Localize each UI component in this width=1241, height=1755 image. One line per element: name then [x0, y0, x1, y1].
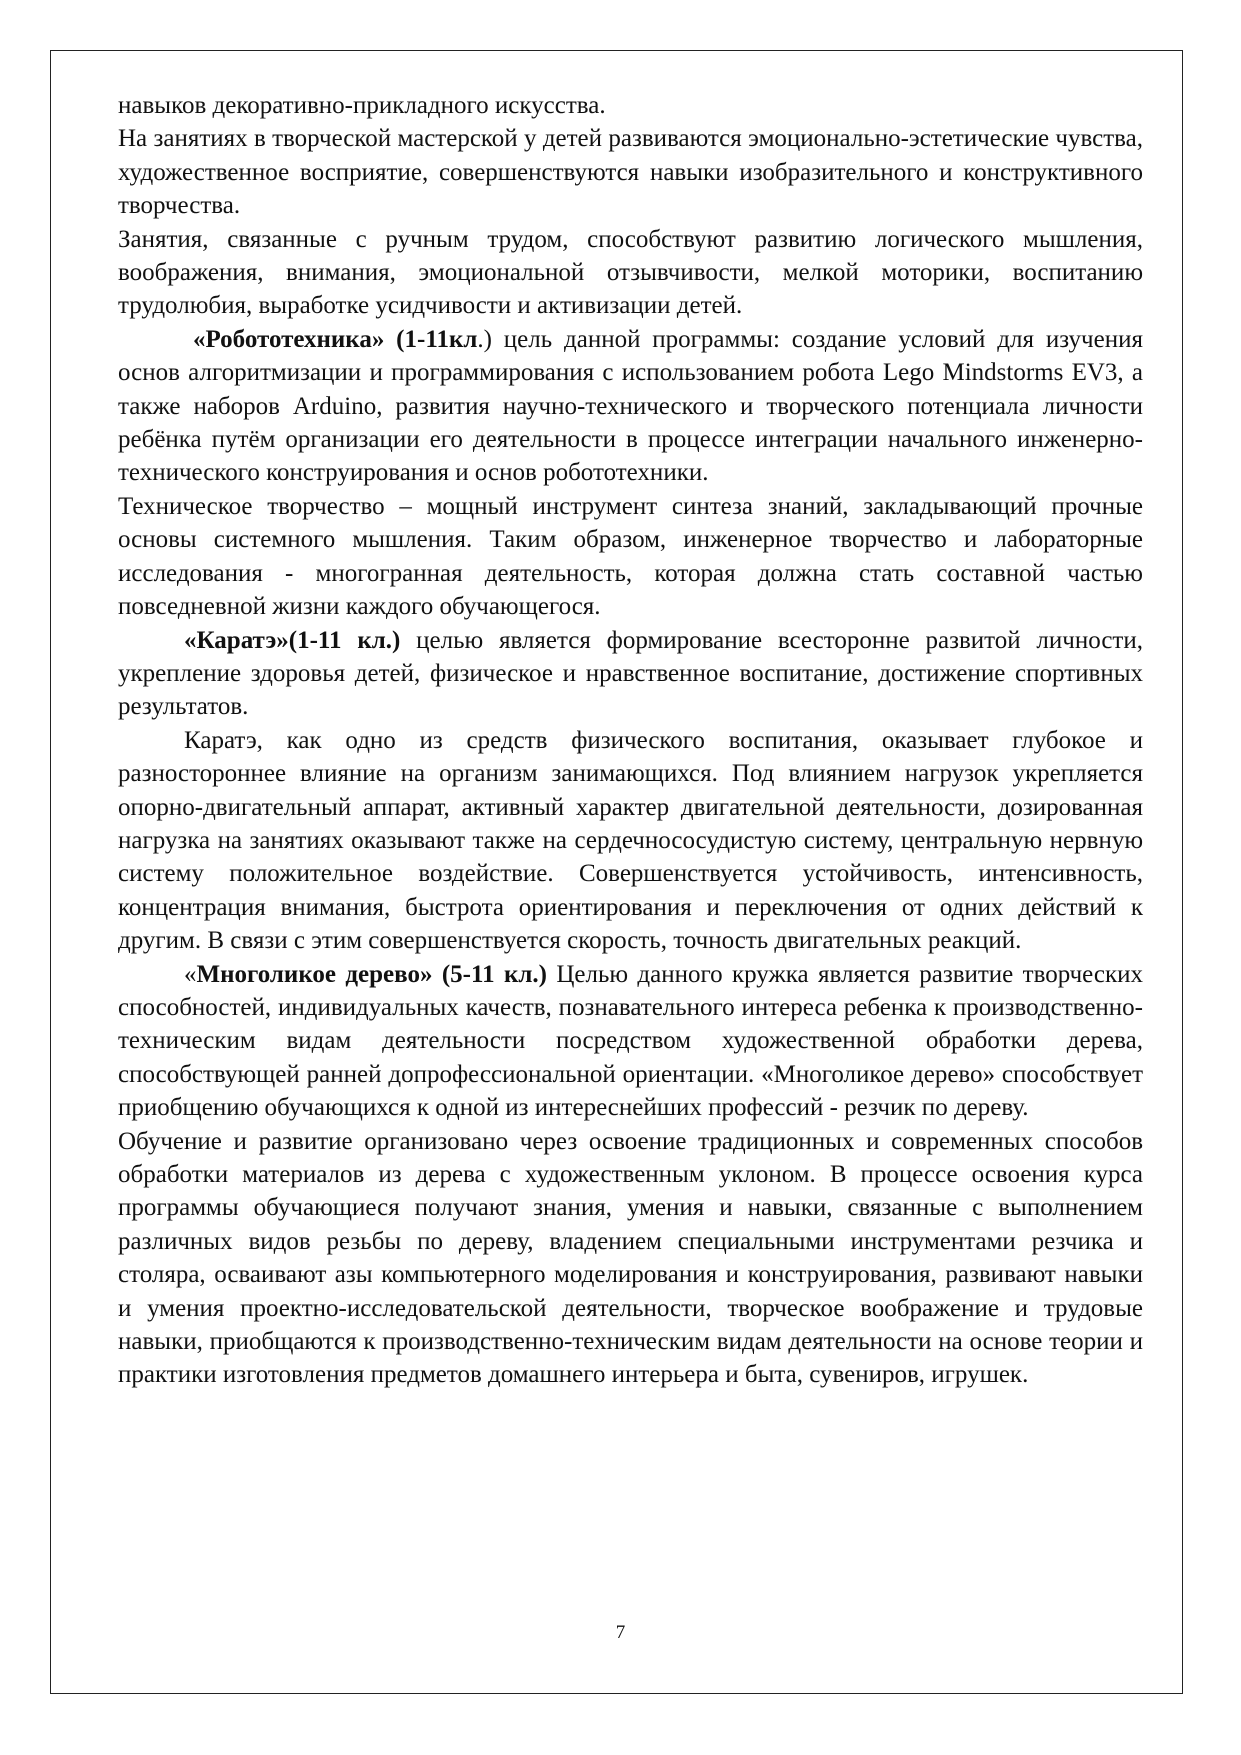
document-body	[118, 89, 1143, 1392]
paragraph-crafts-end: навыков декоративно-прикладного искусства.	[118, 92, 606, 119]
paragraph-technical-creativity: Техническое творчество – мощный инструмент синтеза знаний, закладывающий прочные основы системного мышления. Таким образом, инженерное творчество и лабораторные исследования - многогранная деятельность, которая должна стать составной частью повседневной жизни каждого обучающегося.	[118, 492, 1143, 621]
page-number: 7	[615, 1622, 626, 1643]
paragraph-karate-details: Каратэ, как одно из средств физического воспитания, оказывает глубокое и разностороннее влияние на организм занимающихся. Под влиянием нагрузок укрепляется опорно-двигательный аппарат, активный характер двигательной деятельности, дозированная нагрузка на занятиях оказывают также на сердечнососудистую систему, центральную нервную систему положительное воздействие. Совершенствуется устойчивость, интенсивность, концентрация внимания, быстрота ориентирования и переключения от одних действий к другим. В связи с этим совершенствуется скорость, точность двигательных реакций.	[118, 726, 1143, 955]
karate-title: «Каратэ»(1-11 кл.)	[184, 626, 401, 654]
paragraph-manual-labor: Занятия, связанные с ручным трудом, способствуют развитию логического мышления, воображения, внимания, эмоциональной отзывчивости, мелкой моторики, воспитанию трудолюбия, выработке усидчивости и активизации детей.	[118, 225, 1143, 320]
robotics-title: «Робототехника» (1-11кл	[193, 325, 478, 353]
paragraph-robotics	[118, 323, 1143, 490]
karate-text: целью является формирование всесторонне развитой личности, укрепление здоровья детей, физическое и нравственное воспитание, достижение спортивных результатов.	[118, 626, 1143, 721]
woodwork-text: Целью данного кружка является развитие творческих способностей, индивидуальных качеств, познавательного интереса ребенка к производственно-техническим видам деятельности посредством художественной обработки дерева, способствующей ранней допрофессиональной ориентации. «Многоликое дерево» способствует приобщению обучающихся к одной из интереснейших профессий - резчик по дереву.	[118, 960, 1143, 1122]
paragraph-woodwork-training: Обучение и развитие организовано через освоение традиционных и современных способов обработки материалов из дерева с художественным уклоном. В процессе освоения курса программы обучающиеся получают знания, умения и навыки, связанные с выполнением различных видов резьбы по дереву, владением специальными инструментами резчика и столяра, осваивают азы компьютерного моделирования и конструирования, развивают навыки и умения проектно-исследовательской деятельности, творческое воображение и трудовые навыки, приобщаются к производственно-техническим видам деятельности на основе теории и практики изготовления предметов домашнего интерьера и быта, сувениров, игрушек.	[118, 1127, 1143, 1389]
paragraph-karate	[118, 624, 1143, 724]
woodwork-quote: «	[184, 960, 197, 988]
paragraph-woodwork	[118, 958, 1143, 1125]
woodwork-title: Многоликое дерево» (5-11 кл.)	[196, 960, 547, 988]
paragraph-workshop: На занятиях в творческой мастерской у детей развиваются эмоционально-эстетические чувства, художественное восприятие, совершенствуются навыки изобразительного и конструктивного творчества.	[118, 125, 1143, 220]
robotics-text: .) цель данной программы: создание условий для изучения основ алгоритмизации и программирования с использованием робота Lego Mindstorms EV3, а также наборов Arduino, развития научно-технического и творческого потенциала личности ребёнка путём организации его деятельности в процессе интеграции начального инженерно-технического конструирования и основ робототехники.	[118, 325, 1143, 487]
